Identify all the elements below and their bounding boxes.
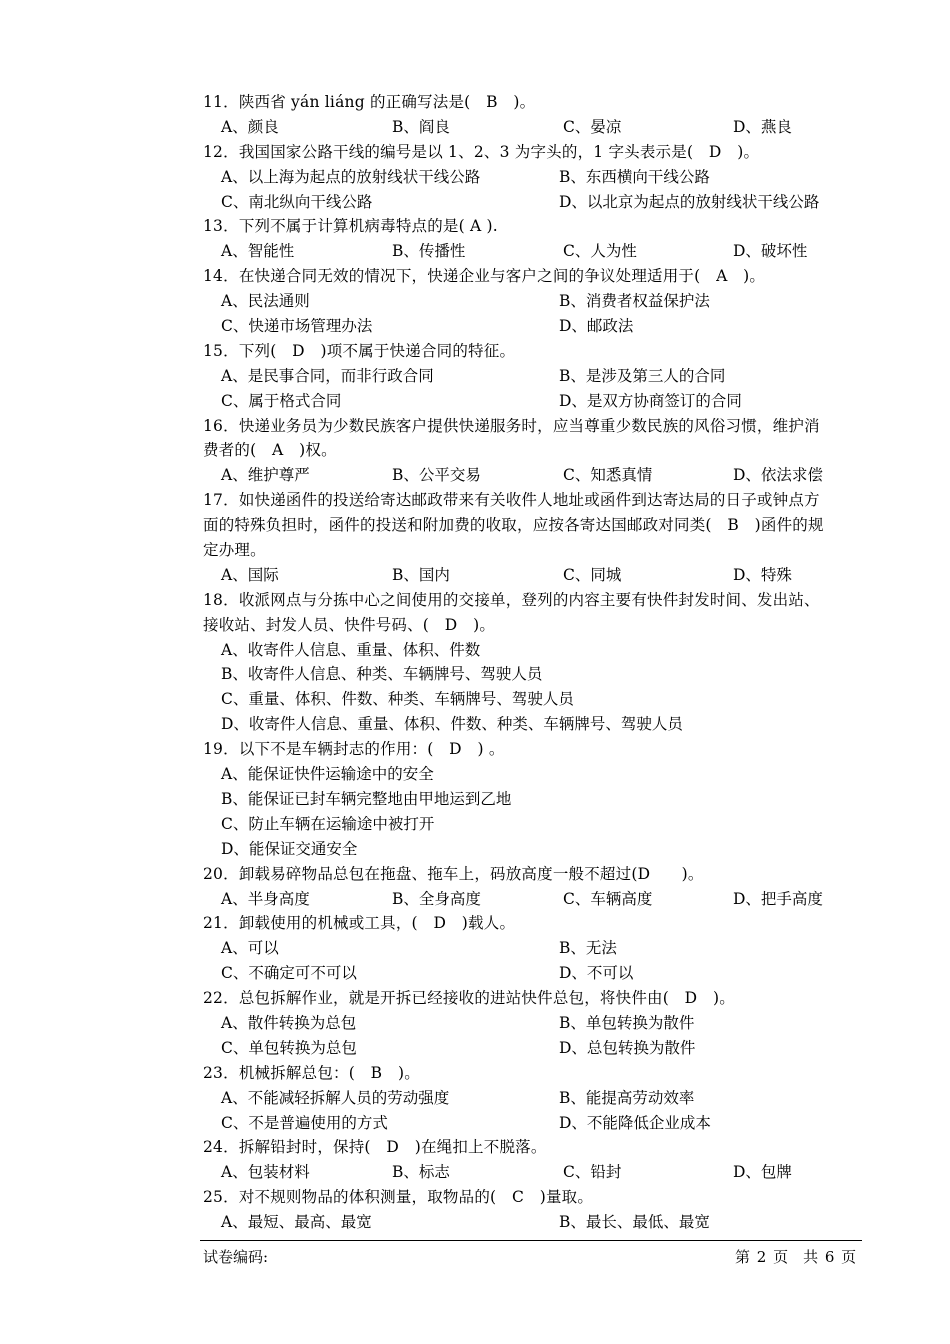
question-stem-line: 定办理。 [203, 541, 266, 560]
options-row [203, 190, 863, 215]
answer-option: D、是双方协商签订的合同 [559, 391, 742, 410]
answer-option: C、不是普遍使用的方式 [221, 1113, 388, 1132]
answer-option: A、以上海为起点的放射线状干线公路 [221, 167, 481, 186]
answer-option: B、是涉及第三人的合同 [559, 366, 726, 385]
options-row [203, 961, 863, 986]
answer-option: A、包装材料 [221, 1163, 310, 1182]
options-row [203, 887, 863, 912]
answer-option: C、晏凉 [563, 117, 622, 136]
answer-option: D、收寄件人信息、重量、体积、件数、种类、车辆牌号、驾驶人员 [221, 715, 683, 734]
answer-option: B、阎良 [392, 117, 450, 136]
question-stem-line: 17．如快递函件的投送给寄达邮政带来有关收件人地址或函件到达寄达局的日子或钟点方 [203, 491, 820, 510]
answer-option: C、车辆高度 [563, 889, 653, 908]
question-stem-line: 25．对不规则物品的体积测量，取物品的( C )量取。 [203, 1188, 594, 1207]
answer-option: C、防止车辆在运输途中被打开 [221, 814, 435, 833]
answer-option: D、不可以 [559, 964, 634, 983]
answer-option: D、不能降低企业成本 [559, 1113, 711, 1132]
question-stem-line: 22．总包拆解作业，就是开拆已经接收的进站快件总包，将快件由( D )。 [203, 989, 735, 1008]
answer-option: C、重量、体积、件数、种类、车辆牌号、驾驶人员 [221, 690, 574, 709]
question-item [203, 737, 863, 861]
answer-option: C、属于格式合同 [221, 391, 342, 410]
question-item [203, 140, 863, 215]
options-row [203, 563, 863, 588]
question-stem-line: 24．拆解铅封时，保持( D )在绳扣上不脱落。 [203, 1138, 547, 1157]
answer-option: A、能保证快件运输途中的安全 [221, 765, 434, 784]
answer-option: D、把手高度 [733, 889, 823, 908]
question-item [203, 911, 863, 986]
answer-option: B、传播性 [392, 242, 466, 261]
answer-option: C、人为性 [563, 242, 637, 261]
options-row [203, 1111, 863, 1136]
question-item [203, 488, 863, 588]
answer-option: A、维护尊严 [221, 466, 310, 485]
question-list [203, 90, 863, 1235]
answer-option: A、国际 [221, 565, 279, 584]
question-item [203, 1135, 863, 1185]
answer-option: C、南北纵向干线公路 [221, 192, 373, 211]
options-row [203, 812, 863, 837]
options-row [203, 936, 863, 961]
answer-option: A、民法通则 [221, 292, 310, 311]
question-item [203, 986, 863, 1061]
answer-option: B、标志 [392, 1163, 450, 1182]
answer-option: B、国内 [392, 565, 450, 584]
answer-option: C、不确定可不可以 [221, 964, 357, 983]
answer-option: A、不能减轻拆解人员的劳动强度 [221, 1088, 450, 1107]
options-row [203, 837, 863, 862]
answer-option: A、收寄件人信息、重量、体积、件数 [221, 640, 481, 659]
answer-option: D、特殊 [733, 565, 792, 584]
answer-option: B、最长、最低、最宽 [559, 1213, 710, 1232]
answer-option: B、能保证已封车辆完整地由甲地运到乙地 [221, 789, 512, 808]
question-stem-line: 14．在快递合同无效的情况下，快递企业与客户之间的争议处理适用于( A )。 [203, 267, 766, 286]
answer-option: A、可以 [221, 939, 279, 958]
answer-option: A、半身高度 [221, 889, 310, 908]
question-stem-line: 21．卸载使用的机械或工具，( D )载人。 [203, 914, 516, 933]
question-stem-line: 11．陕西省 yán liáng 的正确写法是( B )。 [203, 93, 536, 111]
exam-code-label: 试卷编码: [203, 1248, 269, 1266]
footer-divider [200, 1240, 862, 1241]
question-item [203, 1185, 863, 1235]
options-row [203, 314, 863, 339]
answer-option: D、邮政法 [559, 317, 634, 336]
answer-option: A、最短、最高、最宽 [221, 1213, 372, 1232]
question-item [203, 214, 863, 264]
options-row [203, 1210, 863, 1235]
question-item [203, 264, 863, 339]
answer-option: C、快递市场管理办法 [221, 317, 373, 336]
options-row [203, 662, 863, 687]
answer-option: C、同城 [563, 565, 622, 584]
question-stem-line: 18．收派网点与分拣中心之间使用的交接单，登列的内容主要有快件封发时间、发出站、 [203, 590, 820, 609]
options-row [203, 389, 863, 414]
options-row [203, 289, 863, 314]
question-stem-line: 接收站、封发人员、快件号码、( D )。 [203, 615, 496, 634]
question-item [203, 90, 863, 140]
options-row [203, 165, 863, 190]
question-stem-line: 19．以下不是车辆封志的作用：( D ) 。 [203, 740, 505, 759]
options-row [203, 1086, 863, 1111]
answer-option: B、无法 [559, 939, 617, 958]
question-stem-line: 20．卸载易碎物品总包在拖盘、拖车上，码放高度一般不超过(D )。 [203, 864, 704, 883]
answer-option: D、总包转换为散件 [559, 1038, 696, 1057]
question-stem-line: 13．下列不属于计算机病毒特点的是( A ). [203, 217, 498, 236]
answer-option: B、消费者权益保护法 [559, 292, 710, 311]
answer-option: B、单包转换为散件 [559, 1013, 695, 1032]
answer-option: B、收寄件人信息、种类、车辆牌号、驾驶人员 [221, 665, 543, 684]
options-row [203, 712, 863, 737]
answer-option: D、以北京为起点的放射线状干线公路 [559, 192, 820, 211]
options-row [203, 687, 863, 712]
answer-option: C、铅封 [563, 1163, 622, 1182]
question-stem-line: 23．机械拆解总包：( B )。 [203, 1063, 420, 1082]
question-stem-line: 12．我国国家公路干线的编号是以 1、2、3 为字头的，1 字头表示是( D )。 [203, 142, 760, 161]
answer-option: B、能提高劳动效率 [559, 1088, 695, 1107]
question-item [203, 1061, 863, 1136]
answer-option: D、破坏性 [733, 242, 808, 261]
answer-option: B、全身高度 [392, 889, 481, 908]
answer-option: A、散件转换为总包 [221, 1013, 357, 1032]
answer-option: C、知悉真情 [563, 466, 653, 485]
answer-option: A、智能性 [221, 242, 295, 261]
options-row [203, 463, 863, 488]
options-row [203, 1160, 863, 1185]
options-row [203, 1036, 863, 1061]
question-stem-line: 面的特殊负担时，函件的投送和附加费的收取，应按各寄达国邮政对同类( B )函件的规 [203, 516, 824, 535]
question-item [203, 588, 863, 737]
answer-option: A、颜良 [221, 117, 279, 136]
question-item [203, 414, 863, 489]
options-row [203, 364, 863, 389]
options-row [203, 638, 863, 663]
answer-option: B、东西横向干线公路 [559, 167, 710, 186]
options-row [203, 115, 863, 140]
options-row [203, 762, 863, 787]
answer-option: A、是民事合同，而非行政合同 [221, 366, 434, 385]
page-number: 第 2 页 共 6 页 [735, 1248, 857, 1266]
options-row [203, 787, 863, 812]
question-stem-line: 16．快递业务员为少数民族客户提供快递服务时，应当尊重少数民族的风俗习惯，维护消 [203, 416, 820, 435]
question-item [203, 339, 863, 414]
answer-option: D、燕良 [733, 117, 792, 136]
question-stem-line: 费者的( A )权。 [203, 441, 337, 460]
answer-option: C、单包转换为总包 [221, 1038, 357, 1057]
answer-option: D、包牌 [733, 1163, 792, 1182]
options-row [203, 1011, 863, 1036]
answer-option: D、依法求偿 [733, 466, 823, 485]
question-item [203, 862, 863, 912]
answer-option: B、公平交易 [392, 466, 481, 485]
question-stem-line: 15．下列( D )项不属于快递合同的特征。 [203, 341, 516, 360]
answer-option: D、能保证交通安全 [221, 839, 358, 858]
options-row [203, 239, 863, 264]
